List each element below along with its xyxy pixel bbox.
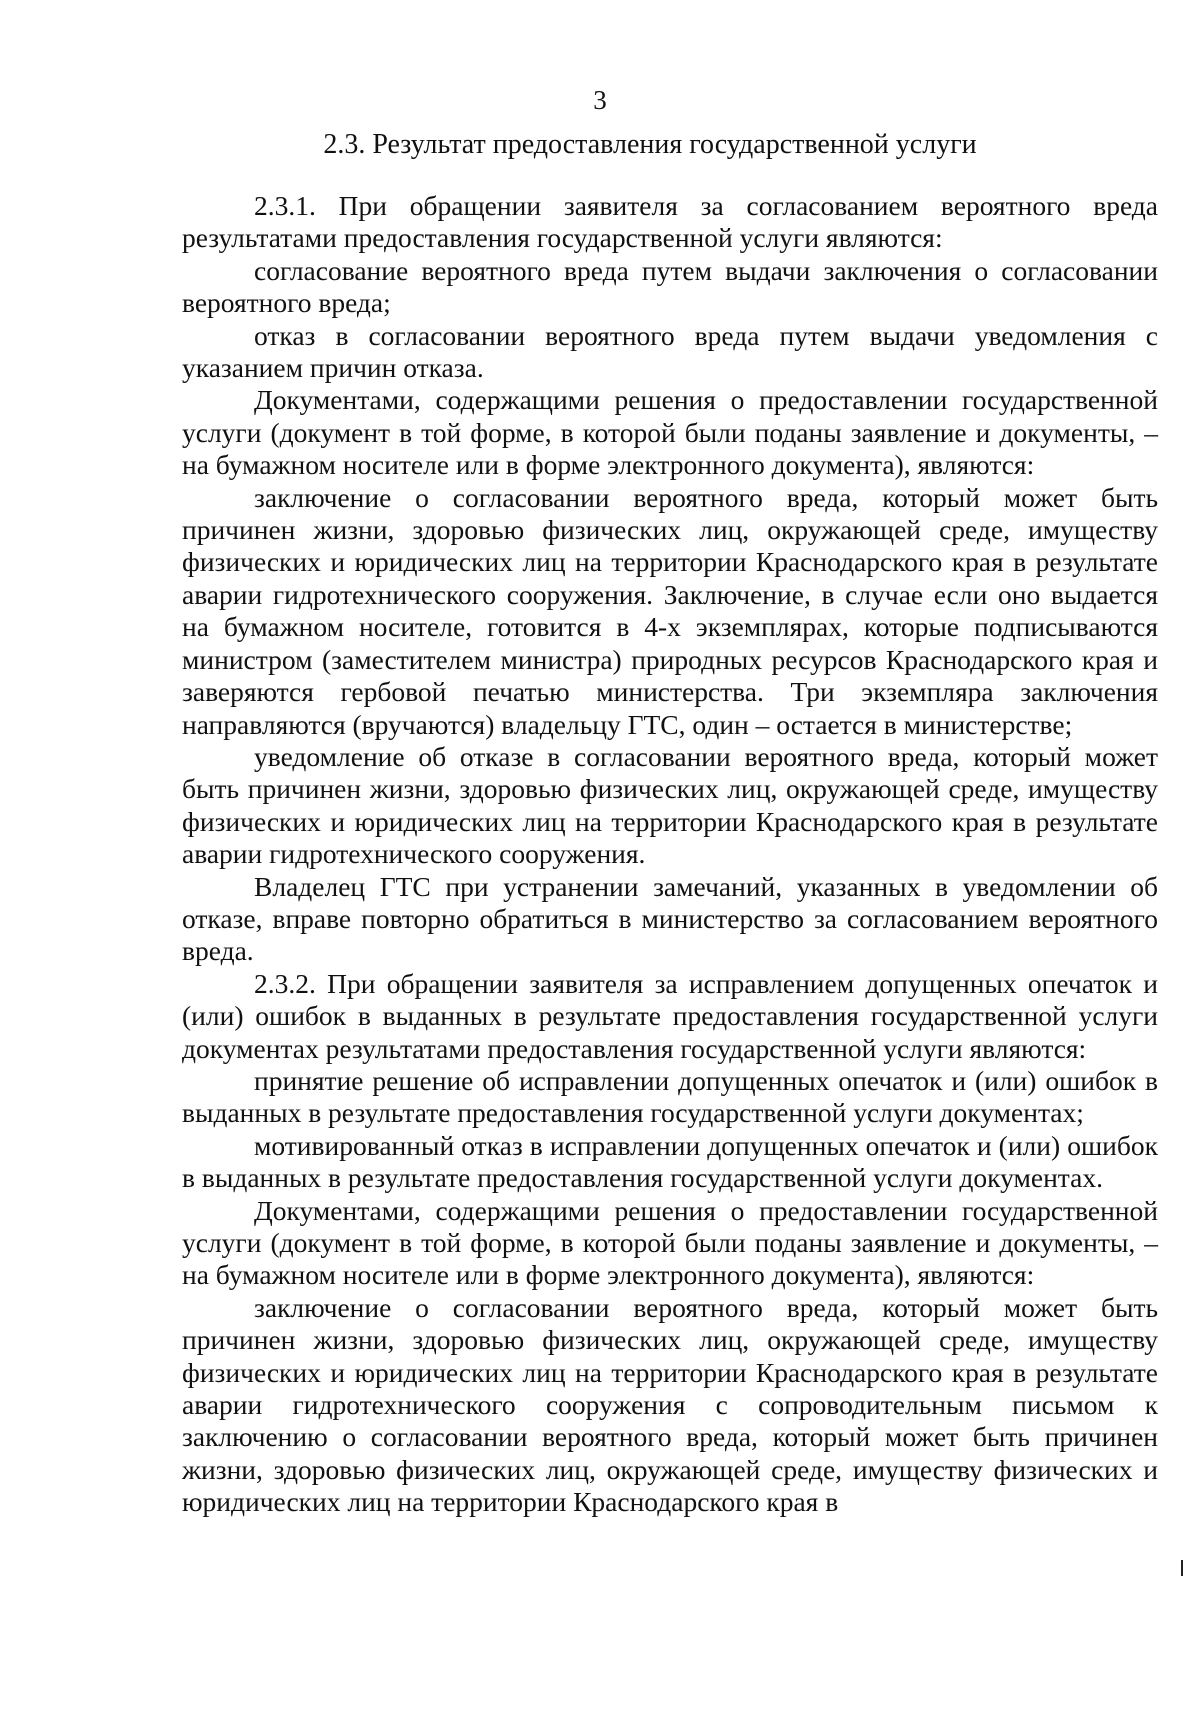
- paragraph-correction-decision: принятие решение об исправлении допущенных опечаток и (или) ошибок в выданных в результате предоставления государственной услуги документах;: [182, 1064, 1158, 1129]
- document-body: [182, 190, 1158, 1519]
- paragraph-refusal-notice: уведомление об отказе в согласовании вероятного вреда, который может быть причинен жизни, здоровью физических лиц, окружающей среде, имуществу физических и юридических лиц на территории Краснодарского края в результате аварии гидротехнического сооружения.: [182, 740, 1158, 870]
- paragraph-conclusion-with-letter: заключение о согласовании вероятного вреда, который может быть причинен жизни, здоровью физических лиц, окружающей среде, имуществу физических и юридических лиц на территории Краснодарского края в результате аварии гидротехнического сооружения с сопроводительным письмом к заключению о согласовании вероятного вреда, который может быть причинен жизни, здоровью физических лиц, окружающей среде, имуществу физических и юридических лиц на территории Краснодарского края в: [182, 1291, 1158, 1518]
- section-title: 2.3. Результат предоставления государственной услуги: [323, 129, 977, 160]
- paragraph-conclusion-document: заключение о согласовании вероятного вреда, который может быть причинен жизни, здоровью физических лиц, окружающей среде, имуществу физических и юридических лиц на территории Краснодарского края в результате аварии гидротехнического сооружения. Заключение, в случае если оно выдается на бумажном носителе, готовится в 4-х экземплярах, которые подписываются министром (заместителем министра) природных ресурсов Краснодарского края и заверяются гербовой печатью министерства. Три экземпляра заключения направляются (вручаются) владельцу ГТС, один – остается в министерстве;: [182, 481, 1158, 740]
- paragraph-owner-reapply: Владелец ГТС при устранении замечаний, указанных в уведомлении об отказе, вправе повторно обратиться в министерство за согласованием вероятного вреда.: [182, 870, 1158, 967]
- paragraph-refusal-result: отказ в согласовании вероятного вреда путем выдачи уведомления с указанием причин отказа.: [182, 319, 1158, 384]
- paragraph-2-3-1-intro: 2.3.1. При обращении заявителя за согласованием вероятного вреда результатами предоставления государственной услуги являются:: [182, 190, 1158, 254]
- paragraph-2-3-2-intro: 2.3.2. При обращении заявителя за исправлением допущенных опечаток и (или) ошибок в выданных в результате предоставления государственной услуги документах результатами предоставления государственной услуги являются:: [182, 967, 1158, 1064]
- paragraph-approval-result: согласование вероятного вреда путем выдачи заключения о согласовании вероятного вреда;: [182, 254, 1158, 319]
- paragraph-decision-documents: Документами, содержащими решения о предоставлении государственной услуги (документ в той форме, в которой были поданы заявление и документы, – на бумажном носителе или в форме электронного документа), являются:: [182, 384, 1158, 481]
- paragraph-correction-refusal: мотивированный отказ в исправлении допущенных опечаток и (или) ошибок в выданных в результате предоставления государственной услуги документах.: [182, 1129, 1158, 1194]
- paragraph-decision-documents-2: Документами, содержащими решения о предоставлении государственной услуги (документ в той форме, в которой были поданы заявление и документы, – на бумажном носителе или в форме электронного документа), являются:: [182, 1194, 1158, 1291]
- scan-edge-mark: [1181, 1560, 1183, 1576]
- page-number: 3: [593, 85, 607, 115]
